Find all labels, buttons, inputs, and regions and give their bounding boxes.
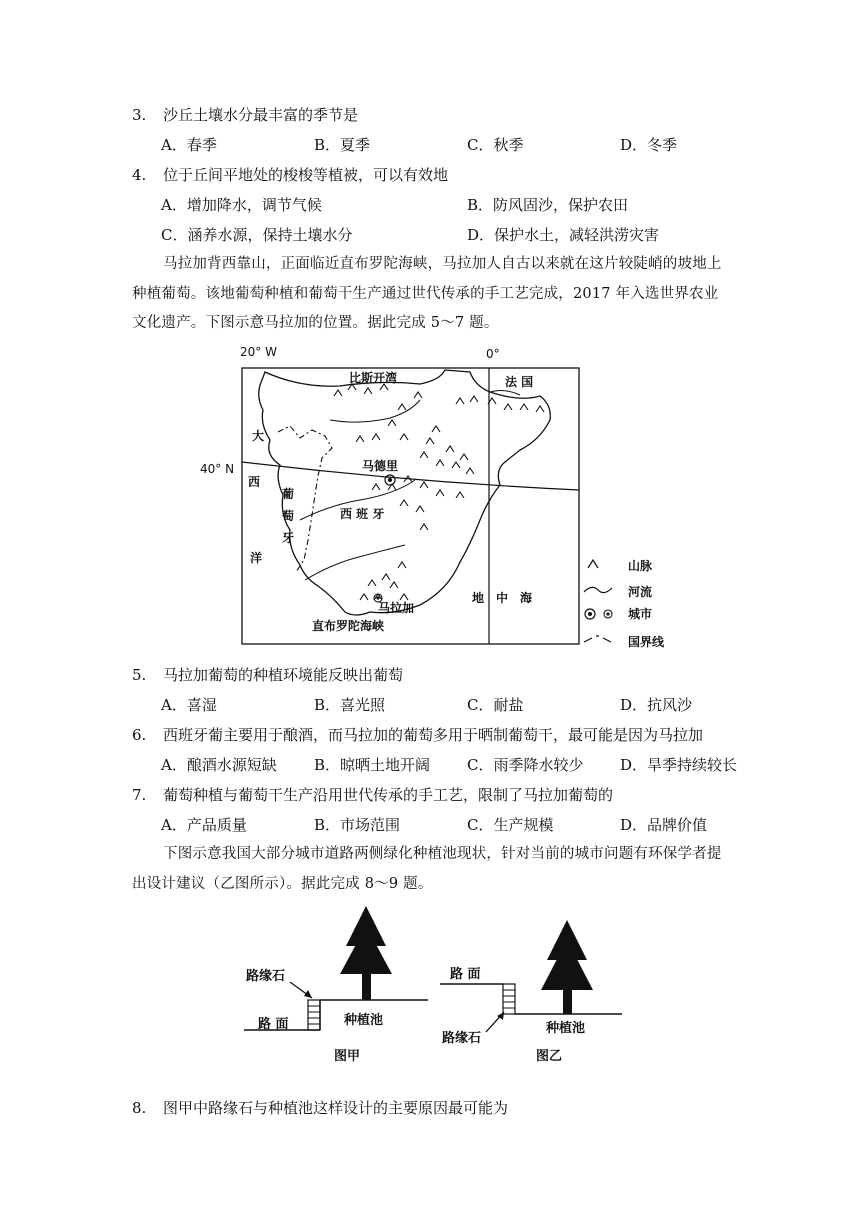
passage1-line-1: 马拉加背西靠山，正面临近直布罗陀海峡，马拉加人自古以来就在这片较陡峭的坡地上 [163, 256, 722, 272]
mediterranean-label: 地 中 海 [472, 591, 533, 605]
q3-option-b: B．夏季 [314, 136, 371, 154]
q6-stem: 西班牙葡主要用于酿酒，而马拉加的葡萄多用于晒制葡萄干，最可能是因为马拉加 [163, 726, 704, 744]
fig-b-caption: 图乙 [536, 1049, 563, 1064]
q7-option-d: D．品牌价值 [620, 816, 708, 834]
q7-number: 7. [132, 786, 147, 804]
fig-a-curb-label: 路缘石 [246, 969, 286, 984]
biscay-label: 比斯开湾 [349, 371, 398, 385]
lon-20w-label: 20° W [240, 345, 277, 359]
q5-option-c: C．耐盐 [467, 696, 524, 714]
q4-number: 4. [132, 166, 147, 184]
legend-river-icon [584, 587, 612, 592]
fig-b-road-label: 路 面 [450, 967, 481, 982]
q7-option-c: C．生产规模 [467, 816, 554, 834]
fig-b-pool-label: 种植池 [546, 1021, 586, 1036]
q3-option-c: C．秋季 [467, 136, 524, 154]
passage1-line-2: 种植葡萄。该地葡萄种植和葡萄干生产通过世代传承的手工艺完成，2017 年入选世界农业 [132, 286, 719, 302]
lon-0-label: 0° [486, 347, 500, 361]
q5-number: 5. [132, 666, 147, 684]
fig-a-pool-label: 种植池 [344, 1013, 384, 1028]
mountain-symbols [334, 384, 544, 600]
q6-number: 6. [132, 726, 147, 744]
atlantic-label-2: 西 [248, 475, 261, 489]
parallel-40n [242, 462, 579, 490]
q3-stem: 沙丘土壤水分最丰富的季节是 [163, 106, 359, 124]
malaga-label: 马拉加 [378, 601, 415, 615]
q8-stem: 图甲中路缘石与种植池这样设计的主要原因最可能为 [163, 1099, 509, 1117]
q8-number: 8. [132, 1099, 147, 1117]
planting-pool-figures [0, 890, 867, 1080]
q3-option-d: D．冬季 [620, 136, 678, 154]
q4-option-b: B．防风固沙，保护农田 [467, 196, 629, 214]
passage2-line-2: 出设计建议（乙图所示）。据此完成 8～9 题。 [132, 876, 433, 892]
madrid-city-icon [385, 475, 395, 485]
river-duero [330, 400, 420, 422]
legend-city-label: 城市 [628, 607, 653, 621]
q6-option-d: D．旱季持续较长 [620, 756, 738, 774]
legend-border-icon [584, 636, 611, 642]
q4-option-d: D．保护水土，减轻洪涝灾害 [467, 226, 660, 244]
map-legend [584, 559, 665, 649]
q5-option-d: D．抗风沙 [620, 696, 693, 714]
fig-b-curb-label: 路缘石 [442, 1031, 482, 1046]
portugal-label-2: 萄 [282, 509, 295, 523]
q5-option-b: B．喜光照 [314, 696, 386, 714]
fig-b-tree [541, 920, 593, 1014]
atlantic-label-1: 大 [252, 429, 265, 443]
madrid-label: 马德里 [362, 459, 399, 473]
spain-label: 西 班 牙 [340, 507, 385, 521]
q3-number: 3. [132, 106, 147, 124]
q4-option-a: A．增加降水，调节气候 [161, 196, 322, 214]
portugal-label-1: 葡 [282, 487, 295, 501]
q7-stem: 葡萄种植与葡萄干生产沿用世代传承的手工艺，限制了马拉加葡萄的 [163, 786, 614, 804]
portugal-label-3: 牙 [282, 531, 295, 545]
river-guadalquivir [305, 545, 405, 580]
lat-40n-label: 40° N [200, 462, 235, 476]
q3-option-a: A．春季 [161, 136, 217, 154]
legend-mountain-icon [588, 560, 598, 568]
fig-a-road-label: 路 面 [258, 1017, 289, 1032]
fig-a-caption: 图甲 [334, 1049, 361, 1064]
atlantic-label-3: 洋 [250, 551, 263, 565]
q4-stem: 位于丘间平地处的梭梭等植被，可以有效地 [163, 166, 449, 184]
q6-option-c: C．雨季降水较少 [467, 756, 584, 774]
q6-option-a: A．酿酒水源短缺 [161, 756, 277, 774]
france-label: 法 国 [505, 375, 534, 389]
legend-border-label: 国界线 [628, 635, 665, 649]
fig-b-curb [503, 984, 515, 1014]
q4-option-c: C．涵养水源，保持土壤水分 [161, 226, 353, 244]
q5-option-a: A．喜湿 [161, 696, 217, 714]
legend-mountain-label: 山脉 [628, 559, 653, 573]
q5-stem: 马拉加葡萄的种植环境能反映出葡萄 [163, 666, 404, 684]
fig-a-tree [340, 906, 392, 1000]
passage1-line-3: 文化遗产。下图示意马拉加的位置。据此完成 5～7 题。 [132, 315, 499, 331]
q7-option-b: B．市场范围 [314, 816, 401, 834]
passage2-line-1: 下图示意我国大部分城市道路两侧绿化种植池现状，针对当前的城市问题有环保学者提 [163, 846, 722, 862]
q6-option-b: B．晾晒土地开阔 [314, 756, 431, 774]
gibraltar-label: 直布罗陀海峡 [312, 619, 385, 633]
legend-river-label: 河流 [628, 585, 653, 599]
fig-a-curb [308, 1000, 320, 1030]
q7-option-a: A．产品质量 [161, 816, 247, 834]
